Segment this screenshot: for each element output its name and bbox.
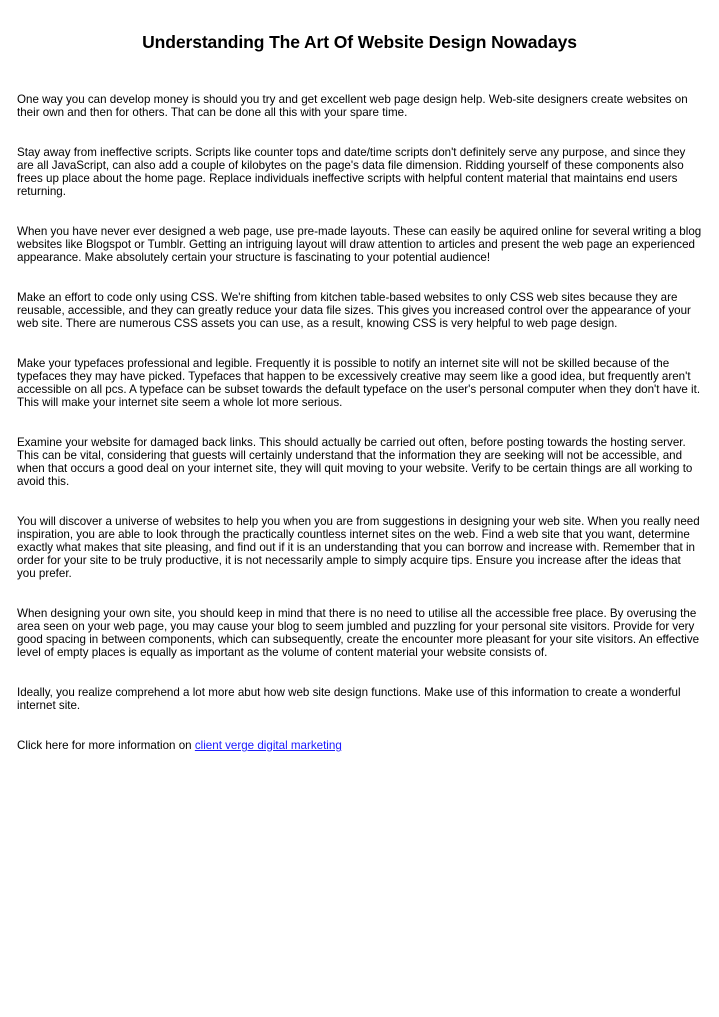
article-body [17, 93, 702, 752]
paragraph-5: Make your typefaces professional and legible. Frequently it is possible to notify an internet site will not be skilled because of the typefaces they may have picked. Typefaces that happen to be excessively creative may seem like a good idea, but frequently aren't accessible on all pcs. A typeface can be subset towards the default typeface on the user's personal computer when they don't have it. This will make your internet site seem a whole lot more serious. [17, 357, 701, 409]
footer-link[interactable]: client verge digital marketing [194, 739, 342, 752]
paragraph-4: Make an effort to code only using CSS. We're shifting from kitchen table-based websites to only CSS web sites because they are reusable, accessible, and they can greatly reduce your data file sizes. This gives you increased control over the appearance of your web site. There are numerous CSS assets you can use, as a result, knowing CSS is very helpful to web page design. [17, 291, 691, 330]
paragraph-1: One way you can develop money is should you try and get excellent web page design help. Web-site designers create websites on their own and then for others. That can be done all this with your spare time. [17, 93, 688, 119]
paragraph-8: When designing your own site, you should keep in mind that there is no need to utilise all the accessible free place. By overusing the area seen on your web page, you may cause your blog to seem jumbled and puzzling for your personal site visitors. Provide for very good spacing in between components, which can subsequently, create the encounter more pleasant for your site visitors. An effective level of empty places is equally as important as the volume of content material your website consists of. [17, 607, 700, 659]
paragraph-6: Examine your website for damaged back links. This should actually be carried out often, before posting towards the hosting server. This can be vital, considering that guests will certainly understand that the information they are seeking will not be accessible, and when that occurs a good deal on your internet site, they will quit moving to your website. Verify to be certain things are all working to avoid this. [17, 436, 693, 488]
paragraph-2: Stay away from ineffective scripts. Scripts like counter tops and date/time scripts don't definitely serve any purpose, and since they are all JavaScript, can also add a couple of kilobytes on the page's data file dimension. Ridding yourself of these components also frees up place about the home page. Replace individuals ineffective scripts with helpful content material that maintains end users returning. [17, 146, 686, 198]
paragraph-7: You will discover a universe of websites to help you when you are from suggestions in designing your web site. When you really need inspiration, you are able to look through the practically countless internet sites on the web. Find a web site that you want, determine exactly what makes that site pleasing, and find out if it is an understanding that you can borrow and increase with. Remember that in order for your site to be truly productive, it is not necessarily ample to simply acquire tips. Ensure you increase after the ideas that you prefer. [17, 515, 700, 580]
footer-prefix: Click here for more information on [17, 739, 195, 752]
paragraph-3: When you have never ever designed a web page, use pre-made layouts. These can easily be aquired online for several writing a blog websites like Blogspot or Tumblr. Getting an intriguing layout will draw attention to articles and present the web page an experienced appearance. Make absolutely certain your structure is fascinating to your potential audience! [17, 225, 702, 264]
paragraph-9: Ideally, you realize comprehend a lot more abut how web site design functions. Make use of this information to create a wonderful internet site. [17, 686, 681, 712]
page-title: Understanding The Art Of Website Design Nowadays [142, 32, 577, 52]
footer-line [17, 739, 702, 752]
